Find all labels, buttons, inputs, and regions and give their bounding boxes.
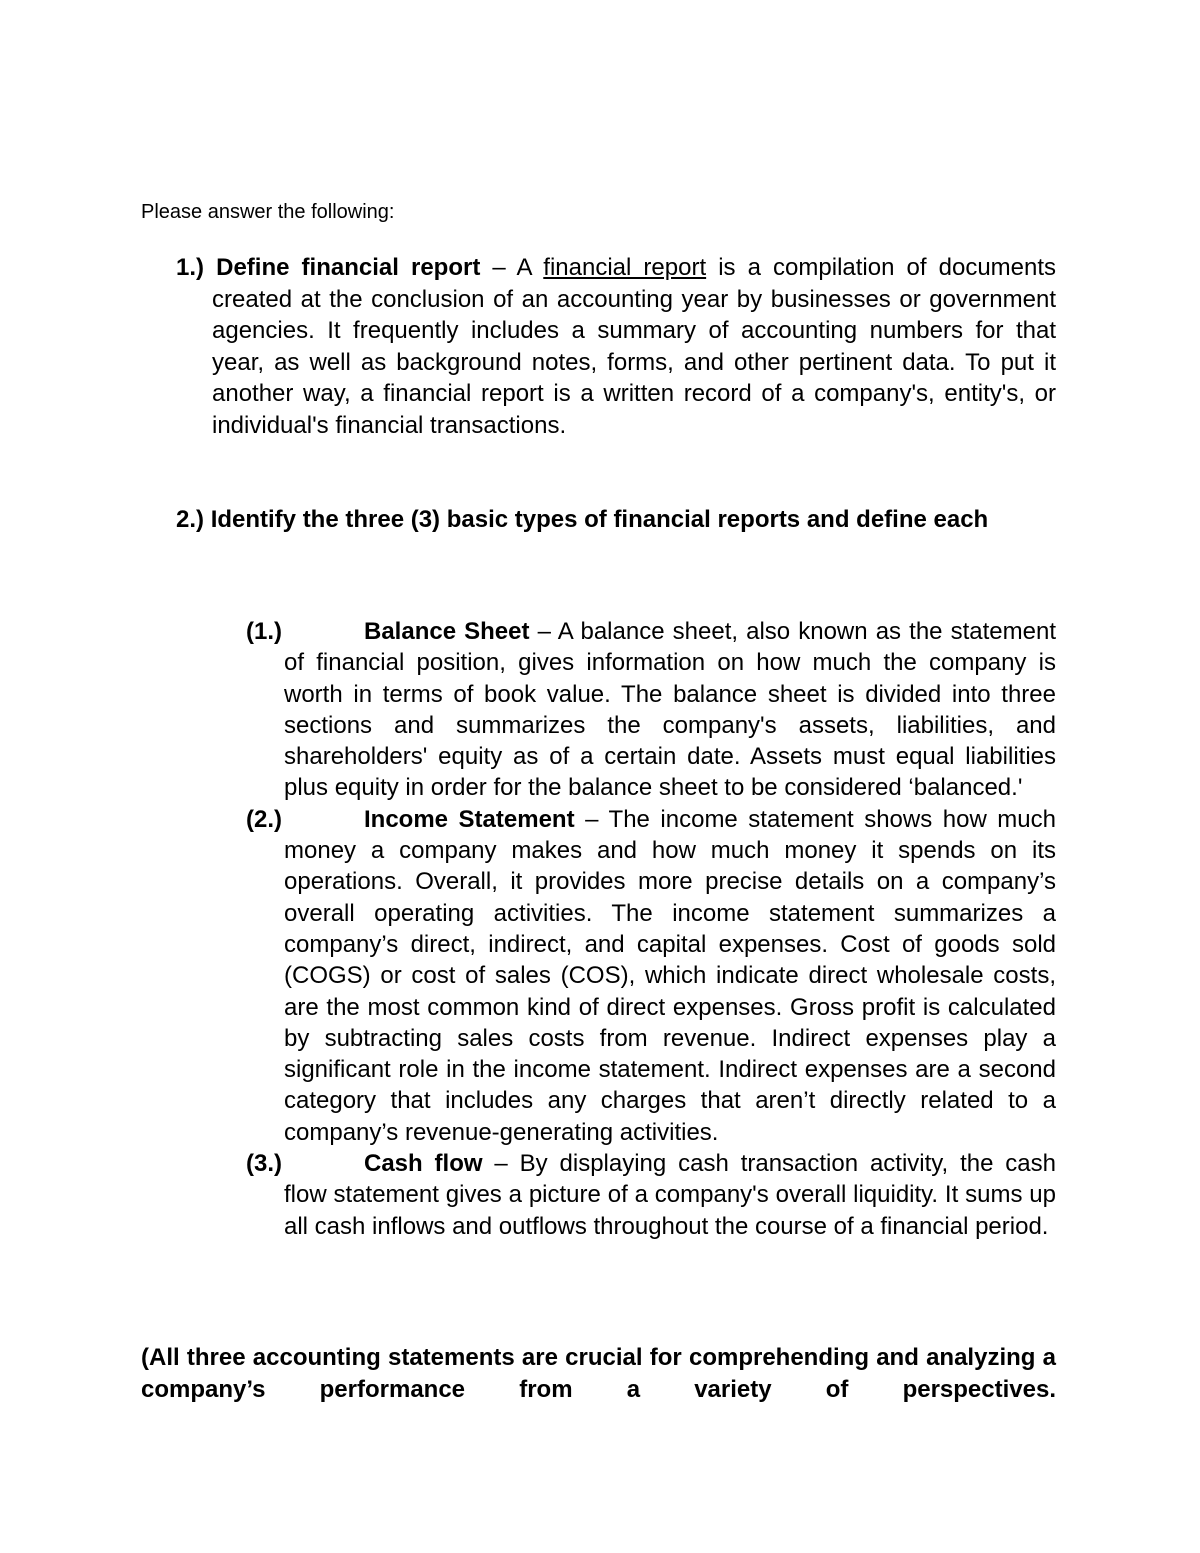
list-item-balance-sheet [246, 616, 1056, 804]
question-1-term: financial report [543, 254, 707, 281]
list-item-text: – A balance sheet, also known as the statement of financial position, gives information on how much the company is worth in terms of book value. The balance sheet is divided into three sections and summarizes the company's assets, liabilities, and shareholders' equity as of a certain date. Assets must equal liabilities plus equity in order for the balance sheet to be considered ‘balanced.' [284, 618, 1056, 802]
list-item-title: Cash flow [364, 1150, 483, 1178]
list-item-text: – By displaying cash transaction activity, the cash flow statement gives a picture of a company's overall liquidity. It sums up all cash inflows and outflows throughout the course of a financial period. [284, 1150, 1056, 1240]
list-item-text: – The income statement shows how much money a company makes and how much money it spends on its operations. Overall, it provides more precise details on a company’s overall operating activities. The income statement summarizes a company’s direct, indirect, and capital expenses. Cost of goods sold (COGS) or cost of sales (COS), which indicate direct wholesale costs, are the most common kind of direct expenses. Gross profit is calculated by subtracting sales costs from revenue. Indirect expenses play a significant role in the income statement. Indirect expenses are a second category that includes any charges that aren’t directly related to a company’s revenue-generating activities. [284, 805, 1056, 1146]
list-item-title: Balance Sheet [364, 618, 530, 645]
closing-note: (All three accounting statements are crucial for comprehending and analyzing a company’s performance from a variety of perspectives. [141, 1344, 1056, 1403]
financial-report-types-list [246, 616, 1056, 1242]
question-2-number: 2.) [176, 506, 205, 533]
list-item-title: Income Statement [364, 805, 575, 833]
list-item-cash-flow [246, 1148, 1056, 1242]
question-1-dash: – A [480, 254, 544, 281]
list-item-number: (3.) [246, 1150, 282, 1178]
list-item-number: (2.) [246, 805, 282, 833]
question-1-definition: is a compilation of documents created at the conclusion of an accounting year by businesses or government agencies. It frequently includes a summary of accounting numbers for that year, as well as background notes, forms, and other pertinent data. To put it another way, a financial report is a written record of a company's, entity's, or individual's financial transactions. [212, 254, 1057, 439]
question-2-heading [176, 504, 1056, 536]
question-2-title: Identify the three (3) basic types of financial reports and define each [210, 506, 989, 533]
question-1-number: 1.) [176, 254, 205, 281]
question-1 [176, 252, 1056, 441]
question-1-paragraph [176, 252, 1056, 441]
question-2 [176, 504, 1056, 536]
question-1-title: Define financial report [216, 254, 481, 281]
list-item-income-statement [246, 804, 1056, 1148]
intro-text: Please answer the following: [141, 201, 395, 223]
list-item-number: (1.) [246, 618, 282, 645]
